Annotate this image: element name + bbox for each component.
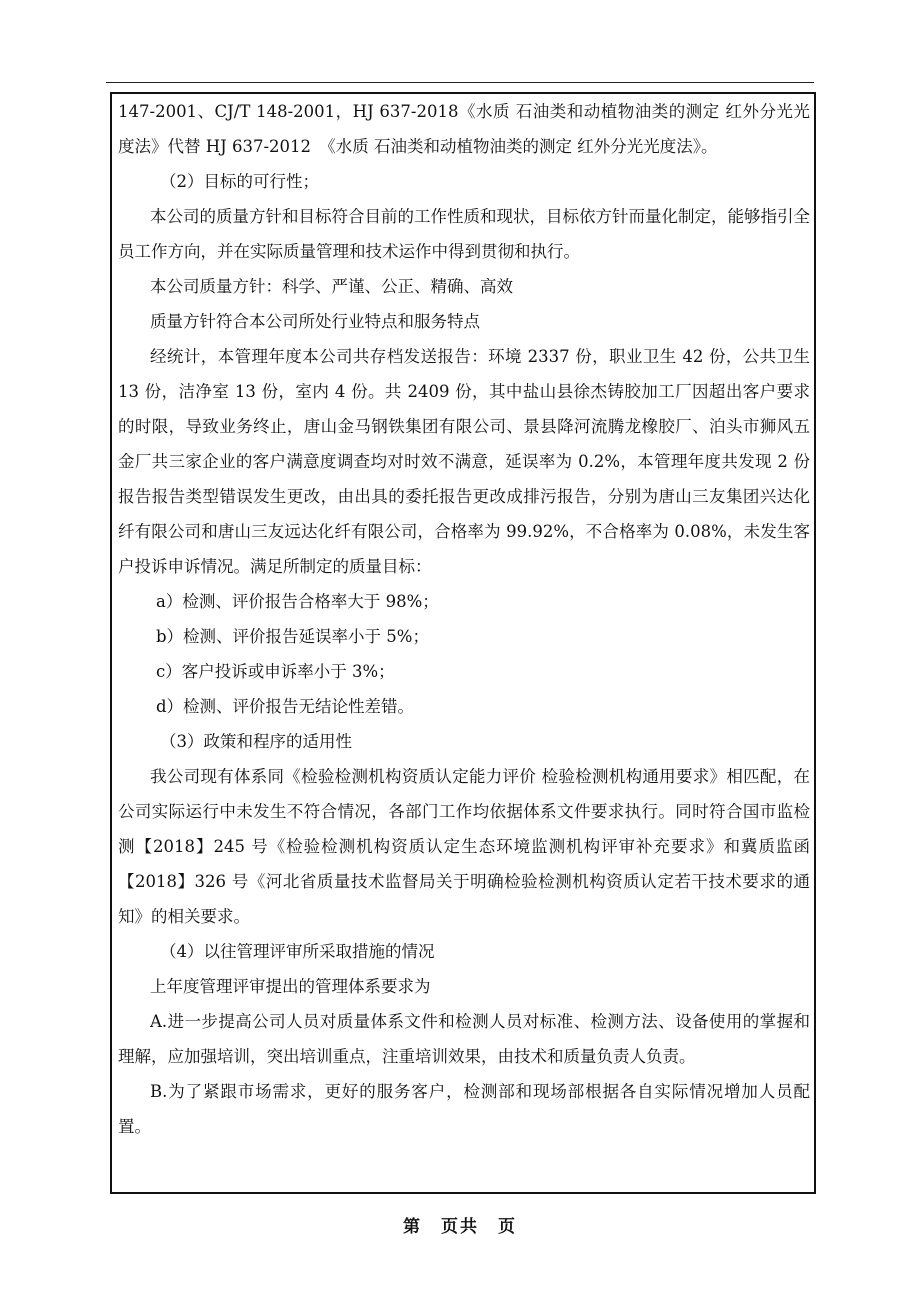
heading-previous-measures: （4）以往管理评审所采取措施的情况 [160,942,435,961]
list-item-c: c）客户投诉或申诉率小于 3%； [156,662,395,681]
paragraph-standards-continued: 147-2001、CJ/T 148-2001，HJ 637-2018《水质 石油类和动植物油类的测定 红外分光光度法》代替 HJ 637-2012 《水质 石油类和动植物油类的测定 红外分光光度法》。 [118,102,810,156]
paragraph-measure-a: A.进一步提高公司人员对质量体系文件和检测人员对标准、检测方法、设备使用的掌握和理解，应加强培训，突出培训重点，注重培训效果，由技术和质量负责人负责。 [118,1012,810,1066]
list-item-d: d）检测、评价报告无结论性差错。 [156,697,415,716]
paragraph-policy-conformance: 本公司的质量方针和目标符合目前的工作性质和现状，目标依方针而量化制定，能够指引全员工作方向，并在实际质量管理和技术运作中得到贯彻和执行。 [118,207,810,261]
paragraph-system-conformance: 我公司现有体系同《检验检测机构资质认定能力评价 检验检测机构通用要求》相匹配，在公司实际运行中未发生不符合情况，各部门工作均依据体系文件要求执行。同时符合国市监检测【2018】245 号《检验检测机构资质认定生态环境监测机构评审补充要求》和冀质监函【2018】326 号《河北省质量技术监督局关于明确检验检测机构资质认定若干技术要求的通知》的相关要求。 [118,767,810,926]
paragraph-previous-requirements: 上年度管理评审提出的管理体系要求为 [150,977,431,996]
list-item-a: a）检测、评价报告合格率大于 98%； [156,592,439,611]
paragraph-quality-policy: 本公司质量方针：科学、严谨、公正、精确、高效 [150,277,513,296]
list-item-b: b）检测、评价报告延误率小于 5%； [156,627,429,646]
header-rule [106,82,814,83]
paragraph-report-statistics: 经统计，本管理年度本公司共存档发送报告：环境 2337 份，职业卫生 42 份，公共卫生 13 份，洁净室 13 份，室内 4 份。共 2409 份，其中盐山县徐杰铸胶加工厂因超出客户要求的时限，导致业务终止，唐山金马钢铁集团有限公司、景县降河流腾龙橡胶厂、泊头市狮风五金厂共三家企业的客户满意度调查均对时效不满意，延误率为 0.2%，本管理年度共发现 2 份报告报告类型错误发生更改，由出具的委托报告更改成排污报告，分别为唐山三友集团兴达化纤有限公司和唐山三友远达化纤有限公司，合格率为 99.92%，不合格率为 0.08%，未发生客户投诉申诉情况。满足所制定的质量目标： [118,347,810,576]
paragraph-policy-industry: 质量方针符合本公司所处行业特点和服务特点 [150,312,480,331]
page-footer: 第 页共 页 [403,1217,517,1237]
heading-policy-applicability: （3）政策和程序的适用性 [160,732,352,751]
heading-goal-feasibility: （2）目标的可行性； [160,172,319,191]
document-body [118,94,810,1144]
paragraph-measure-b: B.为了紧跟市场需求，更好的服务客户，检测部和现场部根据各自实际情况增加人员配置。 [118,1082,810,1136]
